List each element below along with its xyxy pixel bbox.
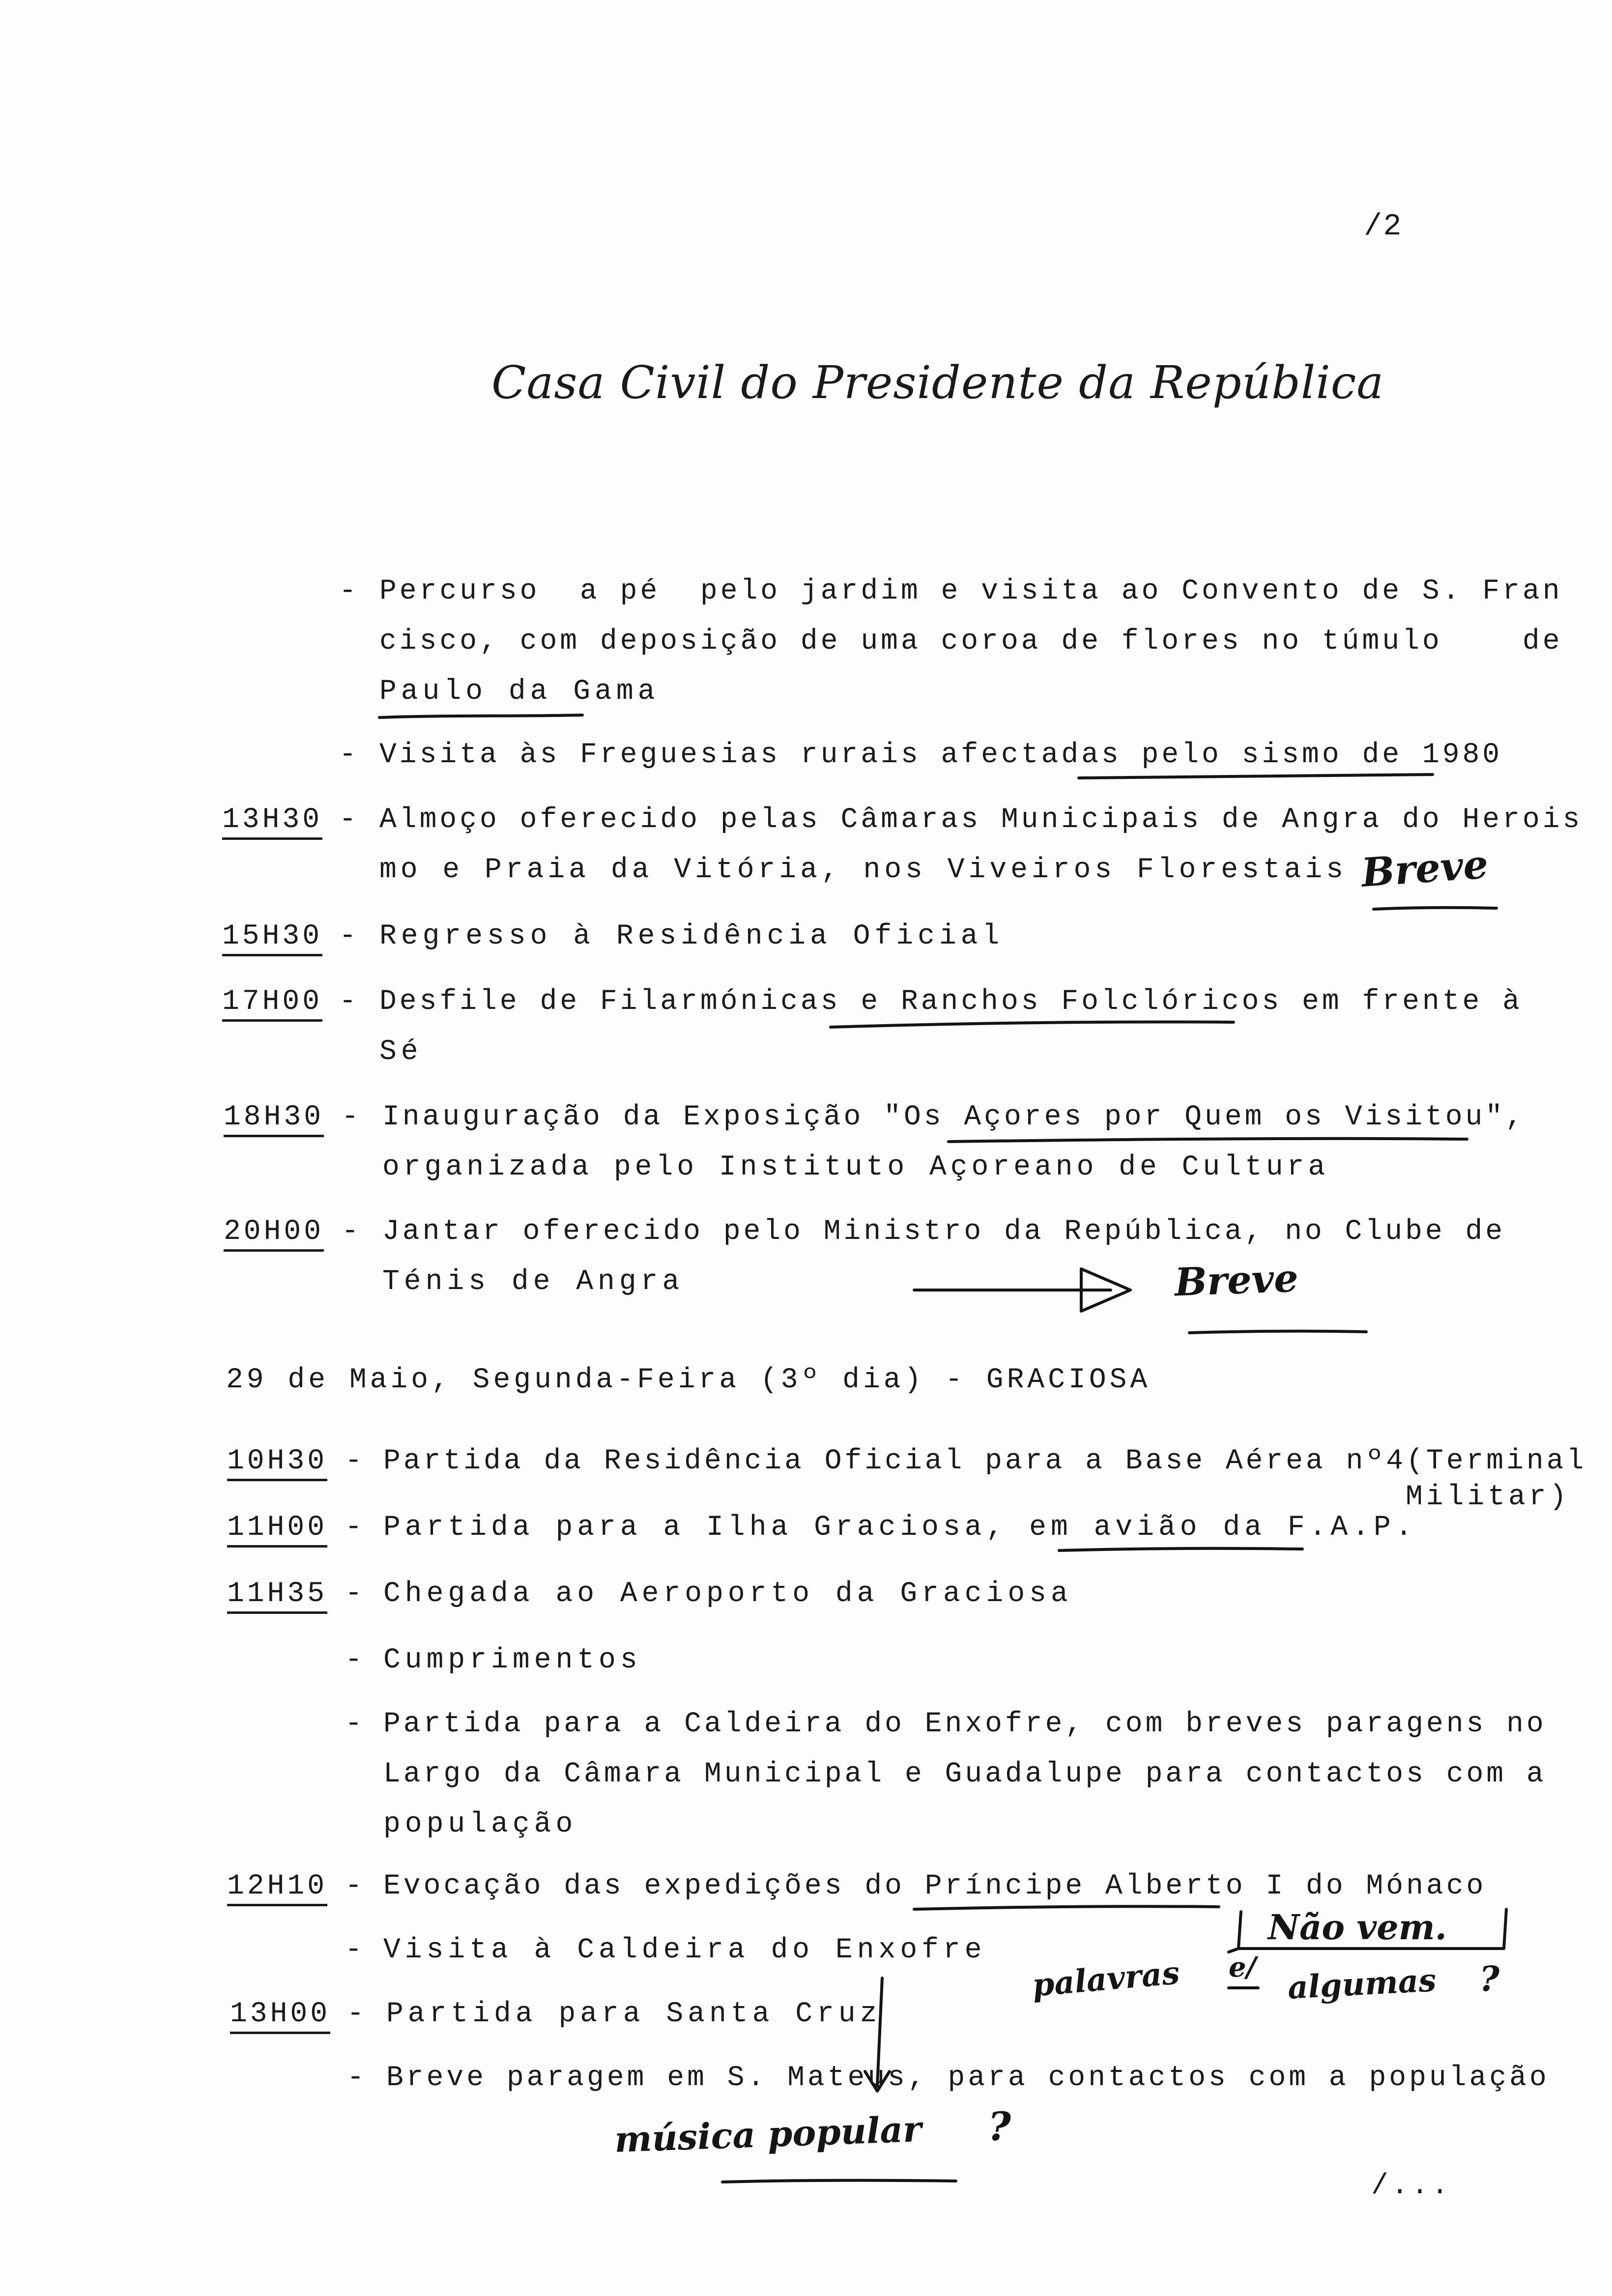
item-text: Visita às Freguesias rurais afectadas pelo sismo de 1980 xyxy=(379,739,1503,771)
item-text: Paulo da Gama xyxy=(379,676,660,708)
schedule-time: 20H00 xyxy=(224,1218,324,1252)
item-text: mo e Praia da Vitória, nos Viveiros Florestais xyxy=(379,854,1348,886)
list-dash: - xyxy=(339,739,356,771)
schedule-time: 18H30 xyxy=(224,1103,324,1137)
schedule-time: 12H10 xyxy=(227,1872,327,1906)
list-dash: - xyxy=(345,1708,362,1740)
handwritten-note: palavras xyxy=(1031,1954,1181,2004)
continuation-marker: /... xyxy=(1371,2170,1452,2202)
item-text: Desfile de Filarmónicas e Ranchos Folclóricos em frente à xyxy=(379,986,1523,1018)
item-text: Partida da Residência Oficial para a Base Aérea nº4(Terminal xyxy=(383,1445,1587,1477)
list-dash: - xyxy=(339,920,356,952)
handwritten-note: e/ xyxy=(1229,1951,1257,1983)
schedule-time: 10H30 xyxy=(227,1447,327,1481)
item-text: cisco, com deposição de uma coroa de flores no túmulo de xyxy=(379,626,1563,658)
handwritten-note: Breve xyxy=(1360,841,1490,896)
handwritten-note: algumas xyxy=(1287,1962,1438,2007)
item-text: Largo da Câmara Municipal e Guadalupe para contactos com a xyxy=(383,1758,1547,1790)
item-text: Visita à Caldeira do Enxofre xyxy=(383,1934,986,1966)
schedule-time: 13H30 xyxy=(222,806,322,840)
item-text: Chegada ao Aeroporto da Graciosa xyxy=(383,1578,1072,1610)
handwritten-note: Não vem. xyxy=(1268,1907,1447,1948)
item-text: Partida para Santa Cruz xyxy=(386,1998,882,2030)
list-dash: - xyxy=(345,1870,362,1902)
list-dash: - xyxy=(342,1101,359,1133)
item-text: Sé xyxy=(379,1036,423,1068)
item-text: Ténis de Angra xyxy=(382,1266,684,1298)
list-dash: - xyxy=(345,1512,362,1544)
list-dash: - xyxy=(339,986,356,1018)
day-heading: 29 de Maio, Segunda-Feira (3º dia) - GRACIOSA xyxy=(226,1364,1151,1396)
handwritten-note: música popular xyxy=(613,2108,922,2160)
list-dash: - xyxy=(339,804,356,836)
letterhead: Casa Civil do Presidente da República xyxy=(491,356,1384,409)
list-dash: - xyxy=(345,1445,362,1477)
schedule-time: 11H35 xyxy=(227,1580,327,1614)
item-text: Almoço oferecido pelas Câmaras Municipais de Angra do Herois xyxy=(379,804,1583,836)
item-text: Partida para a Caldeira do Enxofre, com breves paragens no xyxy=(383,1708,1547,1740)
item-text: população xyxy=(383,1808,577,1840)
item-text: Evocação das expedições do Príncipe Alberto I do Mónaco xyxy=(383,1870,1487,1902)
list-dash: - xyxy=(347,2062,364,2094)
item-text: organizada pelo Instituto Açoreano de Cultura xyxy=(382,1151,1329,1183)
list-dash: - xyxy=(347,1998,364,2030)
handwritten-note: Breve xyxy=(1174,1256,1299,1305)
item-text: Cumprimentos xyxy=(383,1644,642,1676)
item-text: Militar) xyxy=(1406,1481,1570,1513)
schedule-time: 13H00 xyxy=(230,2000,330,2034)
page-number: /2 xyxy=(1364,209,1403,244)
list-dash: - xyxy=(339,575,356,607)
item-text: Percurso a pé pelo jardim e visita ao Convento de S. Fran xyxy=(379,575,1563,607)
schedule-time: 17H00 xyxy=(222,988,322,1022)
handwritten-note: ? xyxy=(1479,1958,1500,1999)
schedule-time: 11H00 xyxy=(227,1514,327,1548)
list-dash: - xyxy=(345,1934,362,1966)
item-text: Regresso à Residência Oficial xyxy=(379,920,1004,952)
item-text: Inauguração da Exposição "Os Açores por Quem os Visitou", xyxy=(382,1101,1526,1133)
schedule-time: 15H30 xyxy=(222,922,322,956)
item-text: Jantar oferecido pelo Ministro da República, no Clube de xyxy=(382,1216,1506,1248)
item-text: Partida para a Ilha Graciosa, em avião da F.A.P. xyxy=(383,1512,1417,1544)
list-dash: - xyxy=(345,1578,362,1610)
list-dash: - xyxy=(342,1216,359,1248)
list-dash: - xyxy=(345,1644,362,1676)
handwritten-note: ? xyxy=(988,2103,1011,2150)
item-text: Breve paragem em S. Mateus, para contactos com a população xyxy=(386,2062,1550,2094)
